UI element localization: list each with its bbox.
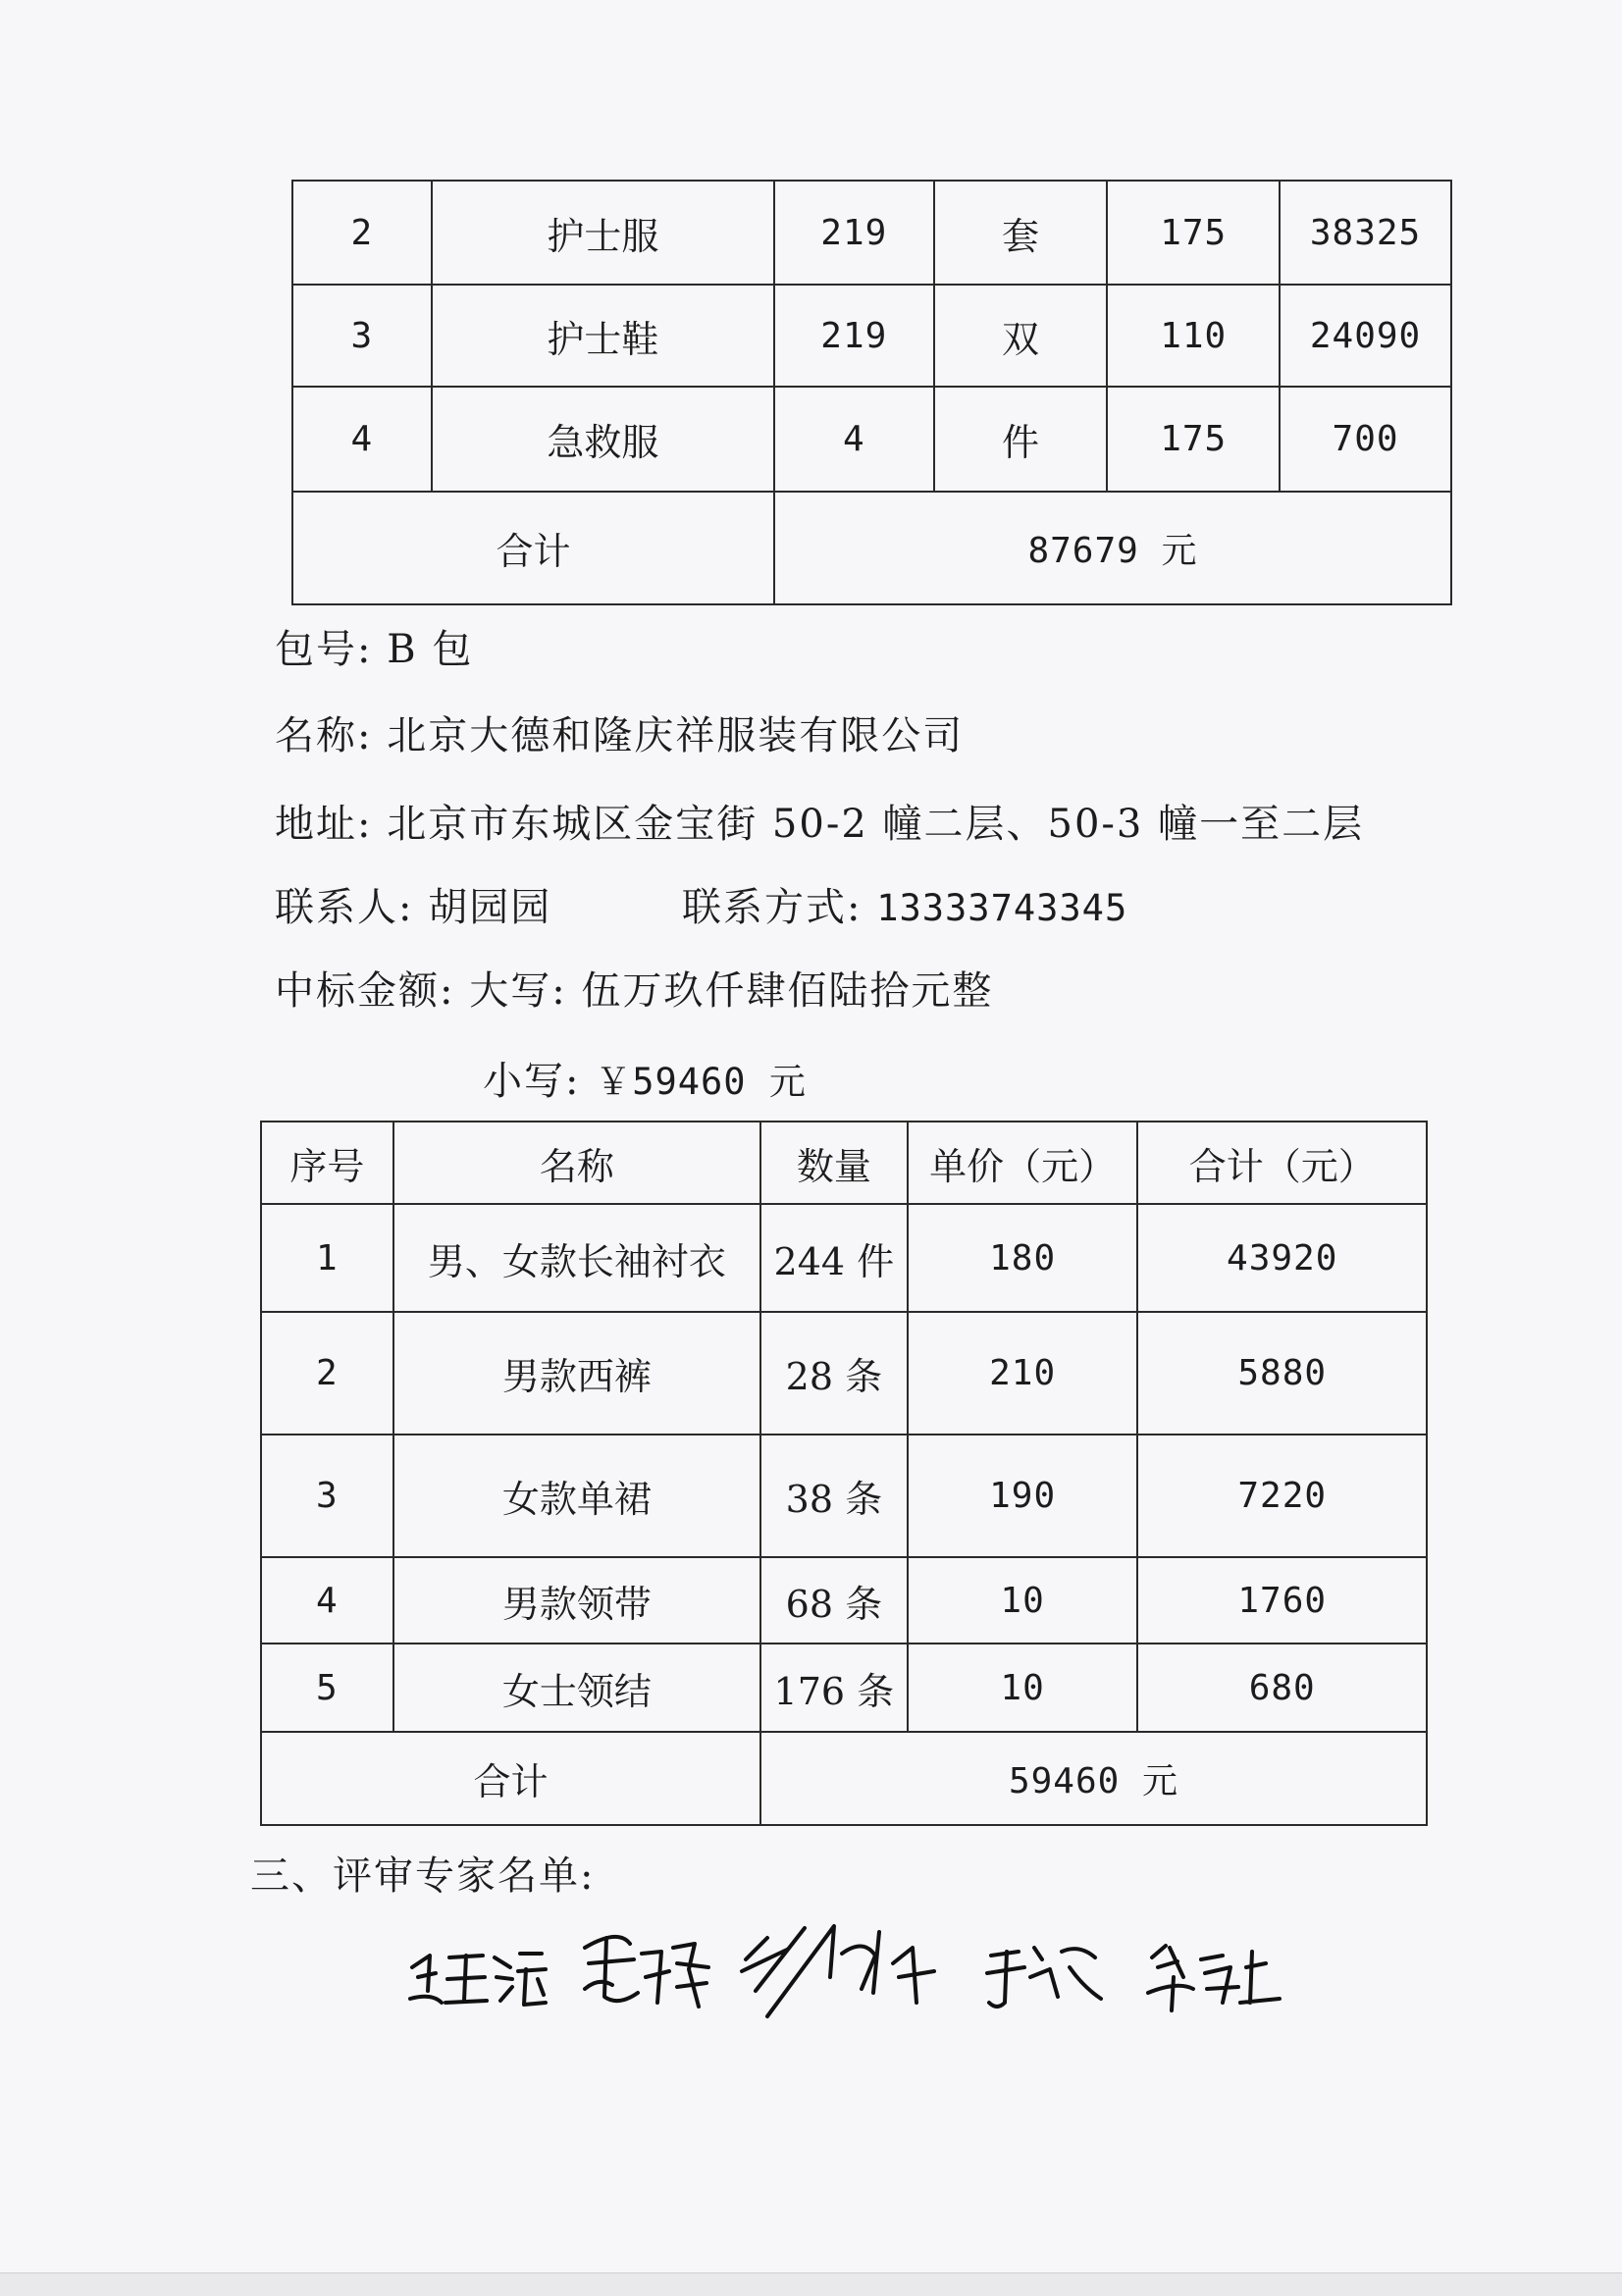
item-price: 180 <box>908 1204 1138 1312</box>
item-total: 680 <box>1137 1644 1427 1732</box>
item-total: 43920 <box>1137 1204 1427 1312</box>
item-price: 10 <box>908 1644 1138 1732</box>
header-name: 名称 <box>393 1122 760 1204</box>
table-row <box>261 1435 1427 1557</box>
item-price: 110 <box>1107 285 1280 387</box>
vendor-address-label: 地址: <box>275 802 373 847</box>
table-header-row <box>261 1122 1427 1204</box>
item-name: 护士服 <box>432 181 774 285</box>
item-total: 38325 <box>1280 181 1451 285</box>
item-price: 175 <box>1107 387 1280 492</box>
item-quantity: 4 <box>774 387 934 492</box>
item-name: 护士鞋 <box>432 285 774 387</box>
item-total: 7220 <box>1137 1435 1427 1557</box>
table-row <box>261 1644 1427 1732</box>
row-number: 3 <box>292 285 432 387</box>
table-row <box>261 1557 1427 1644</box>
row-number: 4 <box>292 387 432 492</box>
lower-amount-label: 小写: <box>483 1059 581 1104</box>
item-total: 1760 <box>1137 1557 1427 1644</box>
phone-label: 联系方式: <box>682 885 863 930</box>
total-value: 87679 元 <box>774 492 1451 604</box>
item-total: 700 <box>1280 387 1451 492</box>
table-row <box>292 285 1451 387</box>
row-number: 5 <box>261 1644 393 1732</box>
signature-2 <box>585 1937 708 2007</box>
table-row <box>292 387 1451 492</box>
phone-number: 13333743345 <box>876 887 1128 929</box>
item-name: 女士领结 <box>393 1644 760 1732</box>
procurement-table-b <box>260 1121 1428 1826</box>
upper-amount-label: 大写: <box>469 968 567 1014</box>
header-price: 单价（元） <box>908 1122 1138 1204</box>
total-label: 合计 <box>292 492 774 604</box>
award-amount-line <box>275 960 993 1016</box>
row-number: 2 <box>292 181 432 285</box>
package-value: B 包 <box>387 627 474 672</box>
item-price: 10 <box>908 1557 1138 1644</box>
scan-edge <box>0 2272 1622 2296</box>
item-name: 男款领带 <box>393 1557 760 1644</box>
procurement-table-a <box>291 180 1452 605</box>
contact-name: 胡园园 <box>428 885 552 930</box>
item-name: 男、女款长袖衬衣 <box>393 1204 760 1312</box>
vendor-contact-line <box>275 876 551 932</box>
item-quantity: 219 <box>774 181 934 285</box>
section-3-heading: 三、评审专家名单: <box>250 1853 596 1899</box>
total-label: 合计 <box>261 1732 760 1825</box>
signature-1 <box>410 1954 546 2005</box>
vendor-address: 北京市东城区金宝街 50-2 幢二层、50-3 幢一至二层 <box>387 802 1365 847</box>
total-row <box>292 492 1451 604</box>
table-row <box>261 1204 1427 1312</box>
item-name: 急救服 <box>432 387 774 492</box>
package-line <box>275 618 473 674</box>
vendor-phone-line <box>682 876 1127 932</box>
header-total: 合计（元） <box>1137 1122 1427 1204</box>
row-number: 4 <box>261 1557 393 1644</box>
row-number: 3 <box>261 1435 393 1557</box>
item-price: 210 <box>908 1312 1138 1435</box>
package-label: 包号: <box>275 627 373 672</box>
item-price: 175 <box>1107 181 1280 285</box>
expert-signatures <box>402 1908 1344 2026</box>
item-quantity: 176 条 <box>760 1644 908 1732</box>
header-no: 序号 <box>261 1122 393 1204</box>
total-row <box>261 1732 1427 1825</box>
signature-5 <box>1148 1946 1280 2010</box>
item-quantity: 219 <box>774 285 934 387</box>
signature-4 <box>987 1948 1101 2007</box>
vendor-name-label: 名称: <box>275 713 373 758</box>
lower-amount-value: ￥59460 元 <box>595 1061 807 1103</box>
item-unit: 双 <box>934 285 1108 387</box>
item-total: 5880 <box>1137 1312 1427 1435</box>
award-amount-label: 中标金额: <box>275 968 455 1014</box>
row-number: 2 <box>261 1312 393 1435</box>
table-row <box>261 1312 1427 1435</box>
item-quantity: 38 条 <box>760 1435 908 1557</box>
total-value: 59460 元 <box>760 1732 1427 1825</box>
table-row <box>292 181 1451 285</box>
upper-amount-value: 伍万玖仟肆佰陆拾元整 <box>581 968 994 1014</box>
row-number: 1 <box>261 1204 393 1312</box>
item-quantity: 28 条 <box>760 1312 908 1435</box>
signature-3 <box>742 1926 934 2016</box>
vendor-address-line <box>275 793 1364 849</box>
item-price: 190 <box>908 1435 1138 1557</box>
item-name: 女款单裙 <box>393 1435 760 1557</box>
item-quantity: 244 件 <box>760 1204 908 1312</box>
contact-label: 联系人: <box>275 885 414 930</box>
item-unit: 套 <box>934 181 1108 285</box>
item-quantity: 68 条 <box>760 1557 908 1644</box>
item-name: 男款西裤 <box>393 1312 760 1435</box>
item-total: 24090 <box>1280 285 1451 387</box>
lower-amount-line <box>483 1050 807 1106</box>
vendor-name: 北京大德和隆庆祥服装有限公司 <box>387 713 965 758</box>
vendor-name-line <box>275 704 964 760</box>
item-unit: 件 <box>934 387 1108 492</box>
header-quantity: 数量 <box>760 1122 908 1204</box>
